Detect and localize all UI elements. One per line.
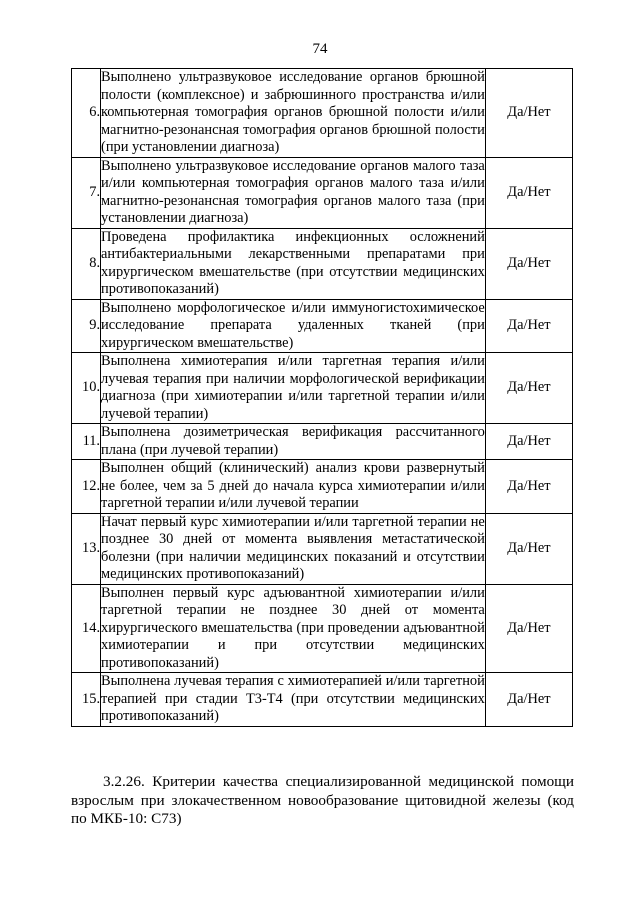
table-row xyxy=(72,513,573,584)
criterion-text: Выполнена химиотерапия и/или таргетная терапия и/или лучевая терапия при наличии морфологической верификации диагноза (при химиотерапии и/или таргетной терапии и/или лучевой терапии) xyxy=(101,353,485,422)
row-number: 8. xyxy=(72,228,101,299)
criterion-text: Проведена профилактика инфекционных осложнений антибактериальными лекарственными препаратами при хирургическом вмешательстве (при отсутствии медицинских противопоказаний) xyxy=(101,228,485,297)
answer-cell: Да/Нет xyxy=(485,584,572,673)
table-row xyxy=(72,424,573,460)
table-row xyxy=(72,69,573,158)
row-number: 7. xyxy=(72,157,101,228)
row-number: 10. xyxy=(72,353,101,424)
answer-cell: Да/Нет xyxy=(485,513,572,584)
row-number: 9. xyxy=(72,299,101,353)
criterion-text: Выполнен первый курс адъювантной химиотерапии и/или таргетной терапии не позднее 30 дней от момента хирургического вмешательства (при проведении адъювантной химиотерапии и при отсутствии медицинских противопоказаний) xyxy=(101,584,485,671)
answer-cell: Да/Нет xyxy=(485,353,572,424)
table-row xyxy=(72,299,573,353)
section-paragraph xyxy=(71,773,574,829)
table-row xyxy=(72,460,573,514)
criterion-text: Выполнено морфологическое и/или иммуногистохимическое исследование препарата удаленных тканей (при хирургическом вмешательстве) xyxy=(101,299,485,351)
answer-cell: Да/Нет xyxy=(485,424,572,460)
section-paragraph-text: 3.2.26. Критерии качества специализированной медицинской помощи взрослым при злокачественном новообразование щитовидной железы (код по МКБ-10: C73) xyxy=(71,773,574,827)
table-row xyxy=(72,353,573,424)
row-number: 13. xyxy=(72,513,101,584)
answer-cell: Да/Нет xyxy=(485,69,572,158)
answer-cell: Да/Нет xyxy=(485,460,572,514)
row-number: 11. xyxy=(72,424,101,460)
answer-cell: Да/Нет xyxy=(485,157,572,228)
criterion-text: Выполнен общий (клинический) анализ крови развернутый не более, чем за 5 дней до начала курса химиотерапии и/или таргетной терапии и/или лучевой терапии xyxy=(101,460,485,511)
criterion-text: Выполнено ультразвуковое исследование органов брюшной полости (комплексное) и забрюшинного пространства и/или компьютерная томография органов брюшной полости и/или магнитно-резонансная томография органов брюшной полости (при установлении диагноза) xyxy=(101,69,485,155)
criterion-text: Начат первый курс химиотерапии и/или таргетной терапии не позднее 30 дней от момента выявления метастатической болезни (при наличии медицинских показаний и отсутствии медицинских противопоказаний) xyxy=(101,513,485,582)
table-row xyxy=(72,584,573,673)
answer-cell: Да/Нет xyxy=(485,673,572,727)
row-number: 12. xyxy=(72,460,101,514)
row-number: 6. xyxy=(72,69,101,158)
criteria-table xyxy=(71,68,573,727)
answer-cell: Да/Нет xyxy=(485,228,572,299)
table-row xyxy=(72,157,573,228)
answer-cell: Да/Нет xyxy=(485,299,572,353)
table-row xyxy=(72,228,573,299)
row-number: 15. xyxy=(72,673,101,727)
criterion-text: Выполнена лучевая терапия с химиотерапией и/или таргетной терапией при стадии T3-T4 (при отсутствии медицинских противопоказаний) xyxy=(101,673,485,724)
row-number: 14. xyxy=(72,584,101,673)
criterion-text: Выполнена дозиметрическая верификация рассчитанного плана (при лучевой терапии) xyxy=(101,424,485,458)
page-number: 74 xyxy=(312,41,328,57)
criterion-text: Выполнено ультразвуковое исследование органов малого таза и/или компьютерная томография органов малого таза и/или магнитно-резонансная томография органов малого таза (при установлении диагноза) xyxy=(101,157,485,226)
table-row xyxy=(72,673,573,727)
